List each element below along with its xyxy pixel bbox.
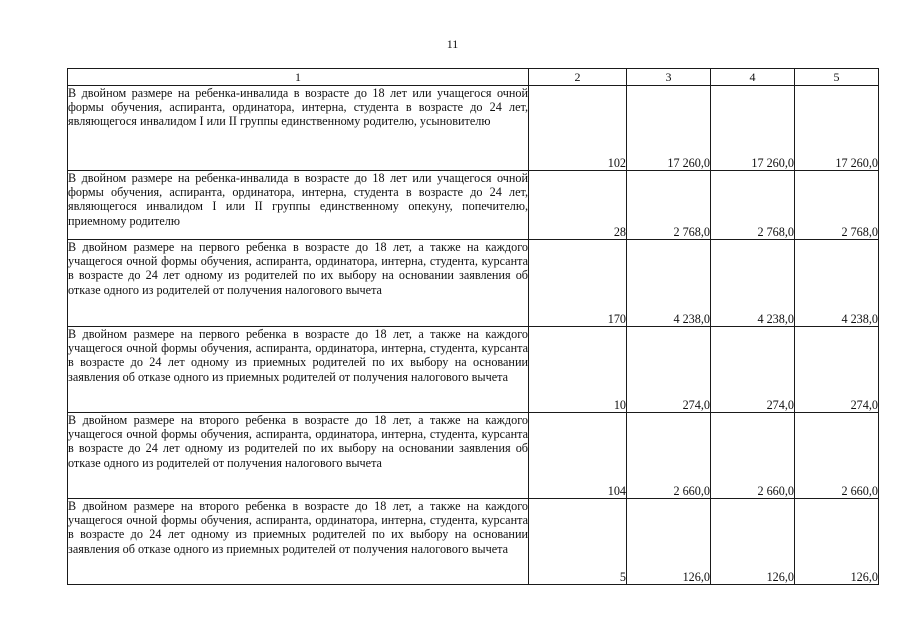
row-value-col3: 17 260,0 — [627, 86, 711, 171]
row-value-col3: 2 768,0 — [627, 171, 711, 240]
row-description: В двойном размере на второго ребенка в возрасте до 18 лет, а также на каждого учащегося очной формы обучения, аспиранта, ординатора, интерна, студента, курсанта в возрасте до 24 лет одному из приемных родителей по их выбору на основании заявления об отказе одного из приемных родителей от получения налогового вычета — [68, 499, 529, 585]
column-header-3: 3 — [627, 69, 711, 86]
table-row — [68, 499, 879, 585]
row-value-col4: 274,0 — [711, 327, 795, 413]
row-value-col5: 4 238,0 — [795, 240, 879, 327]
row-count: 28 — [529, 171, 627, 240]
row-count: 102 — [529, 86, 627, 171]
column-header-1: 1 — [68, 69, 529, 86]
row-value-col4: 2 768,0 — [711, 171, 795, 240]
row-description: В двойном размере на ребенка-инвалида в возрасте до 18 лет или учащегося очной формы обучения, аспиранта, ординатора, интерна, студента в возрасте до 24 лет, являющегося инвалидом I или II группы единственному опекуну, попечителю, приемному родителю — [68, 171, 529, 240]
row-value-col5: 17 260,0 — [795, 86, 879, 171]
table-header-row — [68, 69, 879, 86]
row-count: 10 — [529, 327, 627, 413]
row-description: В двойном размере на второго ребенка в возрасте до 18 лет, а также на каждого учащегося очной формы обучения, аспиранта, ординатора, интерна, студента, курсанта в возрасте до 24 лет одному из родителей по их выбору на основании заявления об отказе одного из родителей от получения налогового вычета — [68, 413, 529, 499]
row-value-col3: 4 238,0 — [627, 240, 711, 327]
row-count: 170 — [529, 240, 627, 327]
row-value-col5: 2 768,0 — [795, 171, 879, 240]
row-description: В двойном размере на ребенка-инвалида в возрасте до 18 лет или учащегося очной формы обучения, аспиранта, ординатора, интерна, студента в возрасте до 24 лет, являющегося инвалидом I или II группы единственному родителю, усыновителю — [68, 86, 529, 171]
row-value-col5: 274,0 — [795, 327, 879, 413]
deductions-table — [67, 68, 879, 585]
table-row — [68, 240, 879, 327]
row-value-col4: 17 260,0 — [711, 86, 795, 171]
row-value-col3: 126,0 — [627, 499, 711, 585]
page-number: 11 — [446, 37, 459, 51]
row-description: В двойном размере на первого ребенка в возрасте до 18 лет, а также на каждого учащегося очной формы обучения, аспиранта, ординатора, интерна, студента, курсанта в возрасте до 24 лет одному из родителей по их выбору на основании заявления об отказе одного из родителей от получения налогового вычета — [68, 240, 529, 327]
table-row — [68, 327, 879, 413]
table-row — [68, 86, 879, 171]
row-value-col4: 126,0 — [711, 499, 795, 585]
row-count: 104 — [529, 413, 627, 499]
row-value-col5: 126,0 — [795, 499, 879, 585]
row-value-col3: 2 660,0 — [627, 413, 711, 499]
row-description: В двойном размере на первого ребенка в возрасте до 18 лет, а также на каждого учащегося очной формы обучения, аспиранта, ординатора, интерна, студента, курсанта в возрасте до 24 лет одному из приемных родителей по их выбору на основании заявления об отказе одного из приемных родителей от получения налогового вычета — [68, 327, 529, 413]
column-header-5: 5 — [795, 69, 879, 86]
table-row — [68, 171, 879, 240]
row-value-col4: 4 238,0 — [711, 240, 795, 327]
row-value-col3: 274,0 — [627, 327, 711, 413]
row-value-col4: 2 660,0 — [711, 413, 795, 499]
row-value-col5: 2 660,0 — [795, 413, 879, 499]
column-header-2: 2 — [529, 69, 627, 86]
row-count: 5 — [529, 499, 627, 585]
table-row — [68, 413, 879, 499]
column-header-4: 4 — [711, 69, 795, 86]
